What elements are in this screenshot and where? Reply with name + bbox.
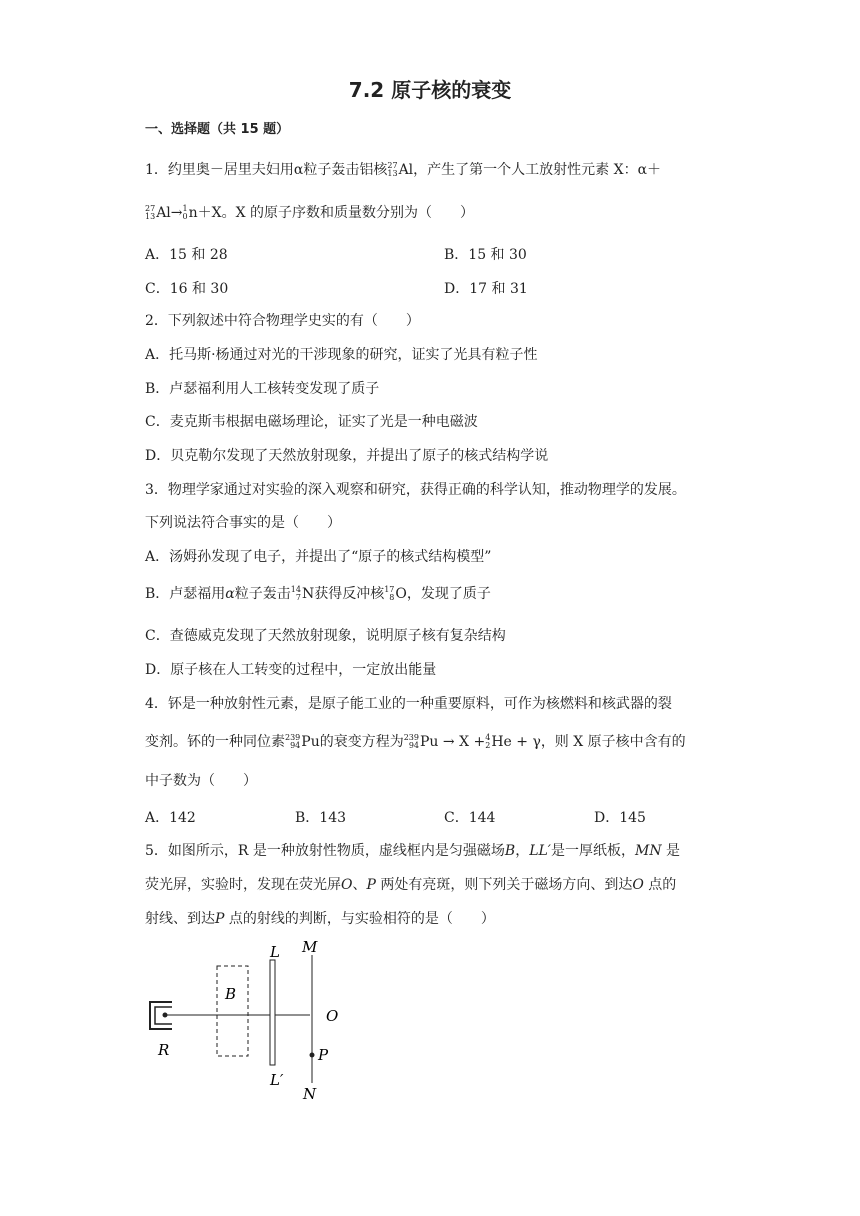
pu-isotope: 239 94 bbox=[285, 733, 301, 750]
section-heading: 一、选择题（共 15 题） bbox=[145, 122, 290, 137]
he-isotope: 4 2 bbox=[485, 733, 491, 750]
q3b-tail: ，发现了质子 bbox=[406, 586, 491, 602]
q3b-mid: 粒子轰击 bbox=[234, 586, 291, 602]
q4-mid: 的衰变方程为 bbox=[319, 734, 404, 750]
n14-isotope: 14 7 bbox=[290, 585, 301, 602]
q1-stem-end: n＋X。X 的原子序数和质量数分别为（ ） bbox=[188, 205, 475, 221]
q4-tail: ，则 X 原子核中含有的 bbox=[540, 734, 686, 750]
q2-option-d[interactable]: D．贝克勒尔发现了天然放射现象，并提出了原子的核式结构学说 bbox=[145, 448, 549, 464]
q5-stem-line2: 荧光屏，实验时，发现在荧光屏O、P 两处有亮斑，则下列关于磁场方向、到达O 点的 bbox=[145, 877, 677, 893]
o-symbol: O bbox=[395, 586, 407, 602]
q3b-pre: B．卢瑟福用 bbox=[145, 586, 226, 602]
q1-stem-tail: ，产生了第一个人工放射性元素 X：α＋ bbox=[413, 162, 662, 178]
q4-stem-line3: 中子数为（ ） bbox=[145, 773, 257, 789]
experiment-diagram bbox=[140, 935, 360, 1105]
neutron-isotope: 1 0 bbox=[182, 204, 188, 221]
q4-option-b[interactable]: B．143 bbox=[295, 810, 347, 826]
label-b: B bbox=[225, 985, 237, 1003]
label-p: P bbox=[318, 1046, 329, 1064]
q4-stem-line2 bbox=[145, 732, 686, 752]
n-symbol: N bbox=[301, 586, 315, 602]
decay-equation: Pu → X + bbox=[420, 734, 486, 750]
q3b-mid2: 获得反冲核 bbox=[314, 586, 385, 602]
q3-option-a[interactable]: A．汤姆孙发现了电子，并提出了“原子的核式结构模型” bbox=[145, 549, 492, 565]
q2-option-b[interactable]: B．卢瑟福利用人工核转变发现了质子 bbox=[145, 381, 380, 397]
q1-line2 bbox=[145, 203, 474, 223]
al-isotope: 27 13 bbox=[387, 161, 398, 178]
spot-p bbox=[310, 1053, 315, 1058]
pu-isotope-2: 239 94 bbox=[403, 733, 419, 750]
q4-option-a[interactable]: A．142 bbox=[145, 810, 196, 826]
q3-option-b[interactable] bbox=[145, 584, 491, 604]
q1-stem-part: 1．约里奥－居里夫妇用α粒子轰击铝核 bbox=[145, 162, 388, 178]
q1-option-c[interactable]: C．16 和 30 bbox=[145, 281, 229, 297]
q2-option-c[interactable]: C．麦克斯韦根据电磁场理论，证实了光是一种电磁波 bbox=[145, 414, 478, 430]
q3-stem-line2: 下列说法符合事实的是（ ） bbox=[145, 515, 341, 531]
alpha-symbol: α bbox=[225, 586, 235, 602]
al-symbol-2: Al→ bbox=[156, 205, 183, 221]
label-r: R bbox=[158, 1041, 170, 1059]
q5-stem-line3: 射线、到达P 点的射线的判断，与实验相符的是（ ） bbox=[145, 911, 495, 927]
label-m: M bbox=[302, 938, 318, 956]
cardboard-ll bbox=[270, 960, 275, 1065]
o17-isotope: 17 8 bbox=[384, 585, 395, 602]
label-o: O bbox=[326, 1007, 339, 1025]
q3-option-d[interactable]: D．原子核在人工转变的过程中，一定放出能量 bbox=[145, 662, 437, 678]
he-symbol: He + γ bbox=[491, 734, 541, 750]
q2-stem: 2．下列叙述中符合物理学史实的有（ ） bbox=[145, 313, 420, 329]
q1-option-a[interactable]: A．15 和 28 bbox=[145, 247, 228, 263]
al-symbol: Al bbox=[398, 162, 414, 178]
al-isotope-2: 27 13 bbox=[145, 204, 156, 221]
q4-option-d[interactable]: D．145 bbox=[594, 810, 646, 826]
page-title: 7.2 原子核的衰变 bbox=[348, 78, 512, 102]
q4-pre: 变剂。钚的一种同位素 bbox=[145, 734, 285, 750]
q4-option-c[interactable]: C．144 bbox=[444, 810, 496, 826]
magnetic-field-box bbox=[217, 966, 248, 1056]
q2-option-a[interactable]: A．托马斯·杨通过对光的干涉现象的研究，证实了光具有粒子性 bbox=[145, 347, 538, 363]
q5-stem-line1: 5．如图所示，R 是一种放射性物质，虚线框内是匀强磁场B，LL′是一厚纸板，MN 是 bbox=[145, 843, 681, 859]
q1-line1 bbox=[145, 160, 661, 180]
q1-option-b[interactable]: B．15 和 30 bbox=[444, 247, 527, 263]
q4-stem-line1: 4．钚是一种放射性元素，是原子能工业的一种重要原料，可作为核燃料和核武器的裂 bbox=[145, 696, 672, 712]
pu-symbol: Pu bbox=[301, 734, 320, 750]
q3-stem-line1: 3．物理学家通过对实验的深入观察和研究，获得正确的科学认知，推动物理学的发展。 bbox=[145, 482, 686, 498]
label-l: L bbox=[270, 943, 280, 961]
q1-option-d[interactable]: D．17 和 31 bbox=[444, 281, 528, 297]
q3-option-c[interactable]: C．查德威克发现了天然放射现象，说明原子核有复杂结构 bbox=[145, 628, 506, 644]
label-n: N bbox=[303, 1085, 317, 1103]
label-lprime: L′ bbox=[270, 1071, 284, 1089]
